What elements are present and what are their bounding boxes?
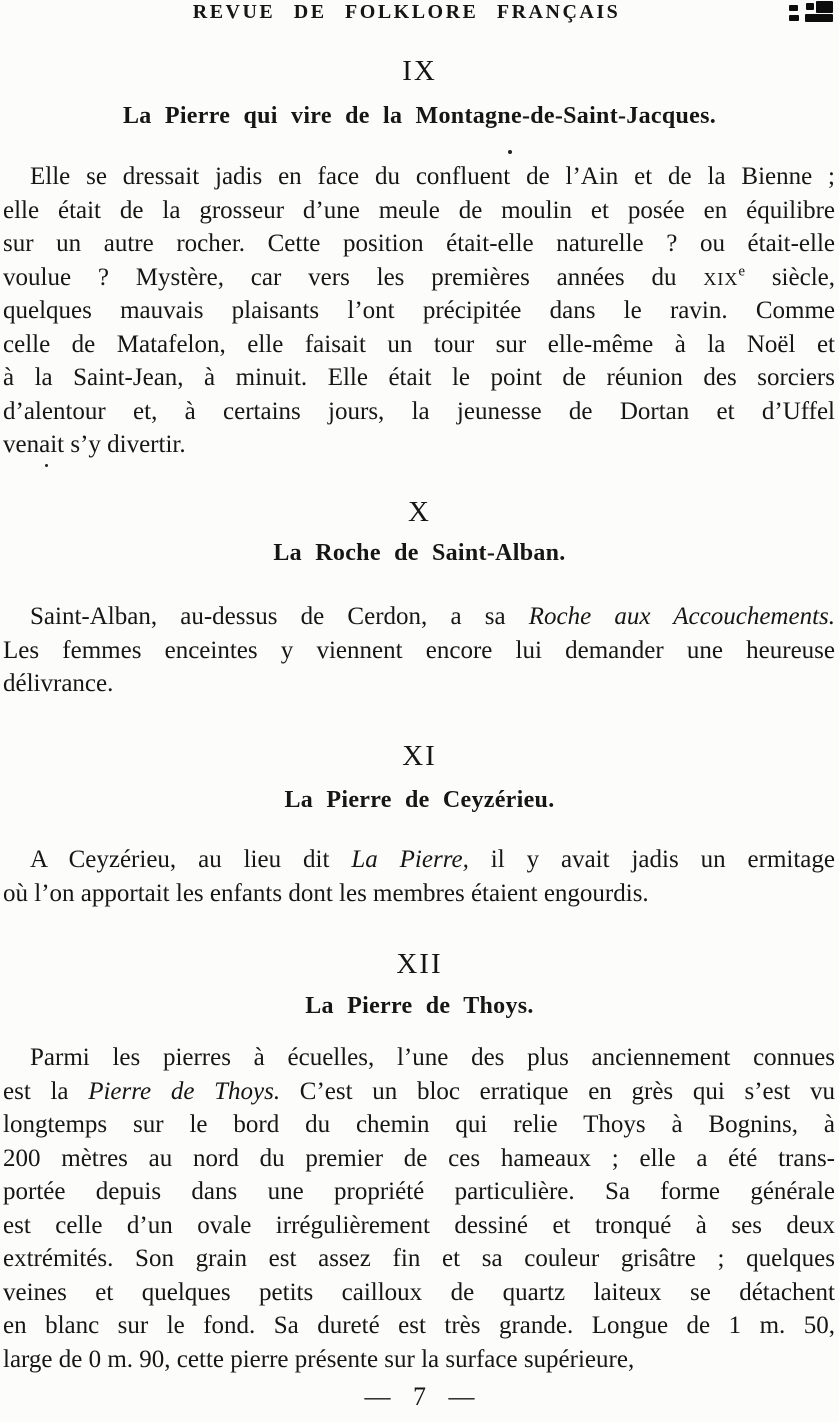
text-segment: Pierre de Thoys. [88,1077,281,1105]
text-line [3,1343,835,1377]
text-segment: A Ceyzérieu, au lieu dit [30,846,352,873]
text-line [3,160,835,194]
section-title-x: La Roche de Saint-Alban. [273,540,566,566]
text-line [3,1276,835,1310]
text-line [3,428,835,462]
text-line [3,395,835,429]
text-line [3,361,835,395]
text-segment: 200 mètres au nord du premier de ces hameaux ; elle a été trans- [3,1144,835,1172]
page-number: — 7 — [364,1382,475,1411]
text-line [3,1075,835,1109]
text-segment: Parmi les pierres à écuelles, l’une des plus anciennement connues [30,1044,835,1071]
text-segment: Roche aux Accouchements. [528,603,835,630]
text-segment: elle était de la grosseur d’une meule de moulin et posée en équilibre [3,196,835,224]
text-segment: portée depuis dans une propriété particulière. Sa forme générale [3,1178,835,1205]
text-segment: il y avait jadis un ermitage [468,846,835,873]
text-segment: à la Saint-Jean, à minuit. Elle était le point de réunion des sorciers [3,364,835,391]
scan-speckle [45,464,48,467]
text-segment: extrémités. Son grain est assez fin et sa couleur grisâtre ; quelques [3,1245,835,1272]
text-line [3,877,835,911]
text-segment: en blanc sur le fond. Sa dureté est très grande. Longue de 1 m. 50, [3,1312,835,1339]
text-segment: La Pierre, [351,846,469,873]
running-head: REVUE DE FOLKLORE FRANÇAIS [192,1,621,23]
section-paragraph-ix [3,160,835,462]
text-segment: Les femmes enceintes y viennent encore lui demander une heureuse [3,636,835,664]
text-segment: celle de Matafelon, elle faisait un tour sur elle-même à la Noël et [3,330,835,358]
text-segment: délivrance. [3,670,114,697]
text-line [3,261,835,295]
section-numeral-ix: IX [402,55,437,87]
text-segment: où l’on apportait les enfants dont les membres étaient engourdis. [3,879,649,907]
text-segment: venait s’y divertir. [3,431,186,458]
text-segment: quelques mauvais plaisants l’ont précipitée dans le ravin. Comme [3,297,835,324]
text-segment: xix [703,263,739,291]
text-segment: e [738,263,745,280]
section-numeral-xi: XI [402,740,437,772]
text-segment: Saint-Alban, au-dessus de Cerdon, a sa [30,603,529,630]
text-segment: C’est un bloc erratique en grès qui s’est vu [280,1077,835,1105]
scan-speckle [508,150,512,154]
section-paragraph-xii [3,1041,835,1376]
text-segment: veines et quelques petits cailloux de quartz laiteux se détachent [3,1278,835,1306]
text-segment: sur un autre rocher. Cette position était-elle naturelle ? ou était-elle [3,230,835,257]
text-line [3,294,835,328]
text-line [3,634,835,668]
section-numeral-x: X [408,496,431,528]
text-line [3,1142,835,1176]
text-line [3,1108,835,1142]
text-line [3,227,835,261]
text-segment: large de 0 m. 90, cette pierre présente sur la surface supérieure, [3,1345,635,1373]
text-line [3,1209,835,1243]
text-segment: Elle se dressait jadis en face du confluent de l’Ain et de la Bienne ; [30,163,835,190]
text-line [3,1309,835,1343]
text-segment: est la [3,1077,89,1105]
section-numeral-xii: XII [396,948,443,980]
text-segment: longtemps sur le bord du chemin qui relie Thoys à Bognins, à [3,1111,835,1138]
section-title-xii: La Pierre de Thoys. [305,993,534,1019]
section-title-ix: La Pierre qui vire de la Montagne-de-Saint-Jacques. [122,103,717,129]
text-segment: voulue ? Mystère, car vers les premières années du [3,263,704,291]
text-line [3,1175,835,1209]
text-line [3,1041,835,1075]
text-line [3,843,835,877]
text-segment: d’alentour et, à certains jours, la jeunesse de Dortan et d’Uffel [3,397,835,425]
text-line [3,1242,835,1276]
text-segment: siècle, [745,263,835,291]
section-title-xi: La Pierre de Ceyzérieu. [284,787,555,813]
text-line [3,328,835,362]
section-paragraph-xi [3,843,835,910]
section-paragraph-x [3,600,835,701]
text-line [3,667,835,701]
text-line [3,194,835,228]
text-segment: est celle d’un ovale irrégulièrement dessiné et tronqué à ses deux [3,1211,835,1239]
text-line [3,600,835,634]
ink-stamp-artifact [0,0,839,40]
